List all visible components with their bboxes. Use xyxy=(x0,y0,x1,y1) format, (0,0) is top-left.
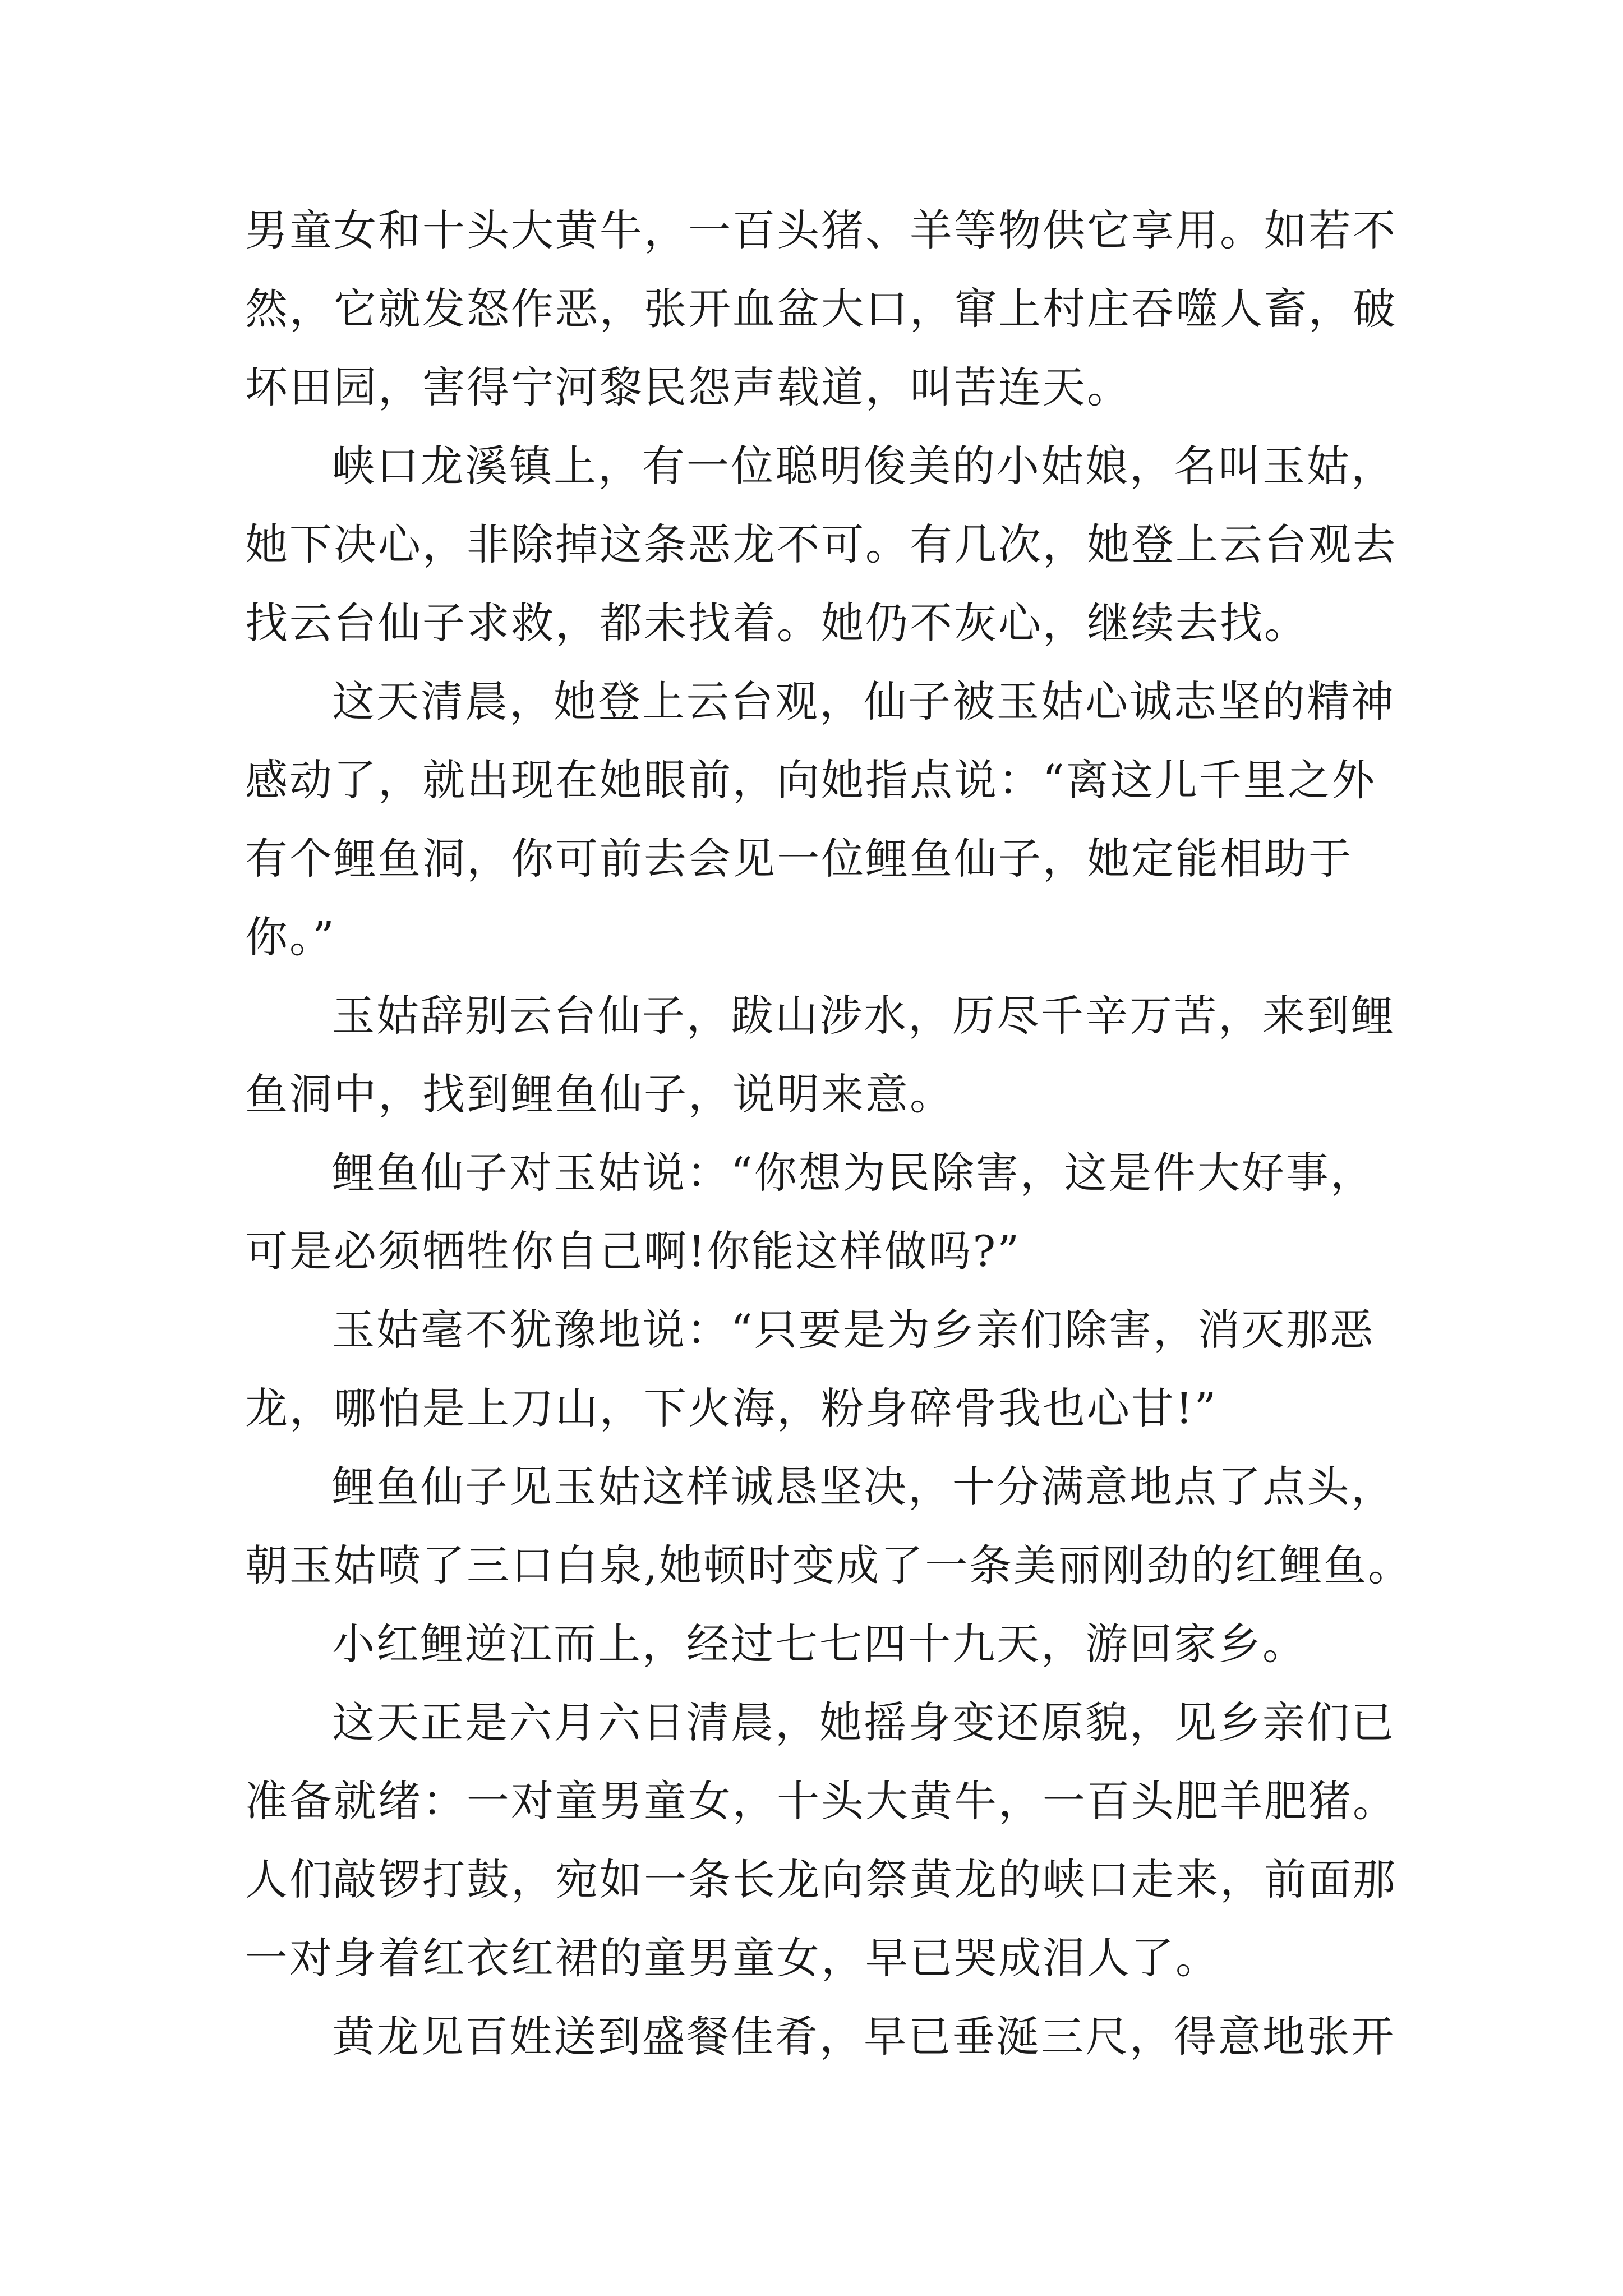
text-line: 感动了，就出现在她眼前，向她指点说：“离这儿千里之外 xyxy=(245,755,1376,805)
paragraph-first-line: 鲤鱼仙子对玉姑说：“你想为民除害，这是件大好事， xyxy=(332,1148,1375,1198)
paragraph-first-line: 峡口龙溪镇上，有一位聪明俊美的小姑娘，名叫玉姑， xyxy=(332,441,1395,491)
paragraph-first-line: 黄龙见百姓送到盛餐佳肴，早已垂涎三尺，得意地张开 xyxy=(332,2012,1395,2062)
text-line: 男童女和十头大黄牛，一百头猪、羊等物供它享用。如若不 xyxy=(245,205,1397,255)
text-line: 龙，哪怕是上刀山，下火海，粉身碎骨我也心甘!” xyxy=(245,1383,1218,1433)
text-line: 可是必须牺牲你自己啊!你能这样做吗?” xyxy=(245,1226,1021,1276)
text-line: 坏田园，害得宁河黎民怨声载道，叫苦连天。 xyxy=(245,362,1131,412)
paragraph-first-line: 玉姑毫不犹豫地说：“只要是为乡亲们除害，消灭那恶 xyxy=(332,1305,1375,1355)
body-text xyxy=(245,204,1413,2088)
text-line: 朝玉姑喷了三口白泉,她顿时变成了一条美丽刚劲的红鲤鱼。 xyxy=(245,1540,1413,1590)
paragraph-first-line: 玉姑辞别云台仙子，跋山涉水，历尽千辛万苦，来到鲤 xyxy=(332,991,1395,1041)
text-line: 准备就绪：一对童男童女，十头大黄牛，一百头肥羊肥猪。 xyxy=(245,1776,1397,1826)
text-line: 一对身着红衣红裙的童男童女，早已哭成泪人了。 xyxy=(245,1933,1220,1983)
text-line: 你。” xyxy=(245,912,336,962)
text-line: 有个鲤鱼洞，你可前去会见一位鲤鱼仙子，她定能相助于 xyxy=(245,834,1353,884)
text-line: 人们敲锣打鼓，宛如一条长龙向祭黄龙的峡口走来，前面那 xyxy=(245,1855,1397,1904)
text-line: 鱼洞中，找到鲤鱼仙子，说明来意。 xyxy=(245,1069,954,1119)
text-line: 她下决心，非除掉这条恶龙不可。有几次，她登上云台观去 xyxy=(245,519,1397,569)
text-line: 找云台仙子求救，都未找着。她仍不灰心，继续去找。 xyxy=(245,598,1308,648)
text-line: 然，它就发怒作恶，张开血盆大口，窜上村庄吞噬人畜，破 xyxy=(245,284,1397,334)
paragraph-first-line: 鲤鱼仙子见玉姑这样诚恳坚决，十分满意地点了点头， xyxy=(332,1462,1395,1512)
paragraph-first-line: 小红鲤逆江而上，经过七七四十九天，游回家乡。 xyxy=(332,1619,1307,1669)
paragraph-first-line: 这天正是六月六日清晨，她摇身变还原貌，见乡亲们已 xyxy=(332,1697,1395,1747)
paragraph-first-line: 这天清晨，她登上云台观，仙子被玉姑心诚志坚的精神 xyxy=(332,677,1395,726)
